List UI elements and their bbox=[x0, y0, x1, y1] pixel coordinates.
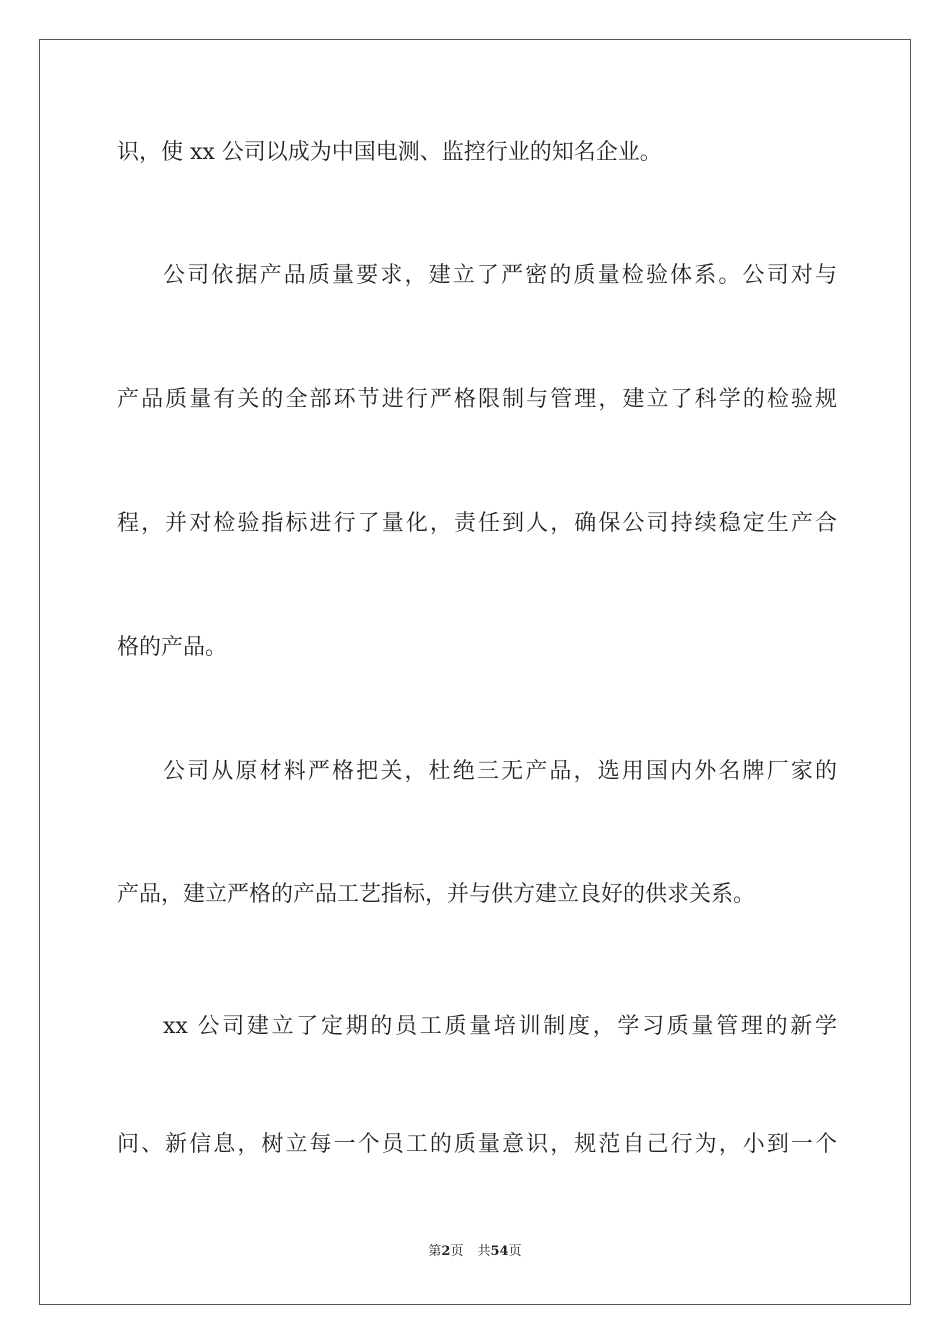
total-pages: 54 bbox=[490, 1244, 509, 1259]
text-line: 产品，建立严格的产品工艺指标，并与供方建立良好的供求关系。 bbox=[117, 882, 756, 907]
total-suffix: 页 bbox=[508, 1244, 522, 1259]
text-line: 公司依据产品质量要求，建立了严密的质量检验体系。公司对与 bbox=[163, 263, 837, 288]
text-line: 程，并对检验指标进行了量化，责任到人，确保公司持续稳定生产合 bbox=[117, 511, 837, 536]
text-line: xx 公司建立了定期的员工质量培训制度，学习质量管理的新学 bbox=[163, 1014, 837, 1039]
text-line: 公司从原材料严格把关，杜绝三无产品，选用国内外名牌厂家的 bbox=[163, 759, 837, 784]
text-line: 问、新信息，树立每一个员工的质量意识，规范自己行为，小到一个 bbox=[117, 1132, 837, 1157]
page-footer bbox=[0, 1243, 950, 1261]
page-number: 2 bbox=[441, 1244, 451, 1259]
total-prefix: 共 bbox=[477, 1244, 491, 1259]
page-suffix: 页 bbox=[450, 1244, 464, 1259]
text-line: 格的产品。 bbox=[117, 635, 228, 660]
page-prefix: 第 bbox=[428, 1244, 442, 1259]
page-border bbox=[39, 39, 911, 1305]
text-line: 识，使 xx 公司以成为中国电测、监控行业的知名企业。 bbox=[117, 140, 662, 165]
text-line: 产品质量有关的全部环节进行严格限制与管理，建立了科学的检验规 bbox=[117, 387, 837, 412]
